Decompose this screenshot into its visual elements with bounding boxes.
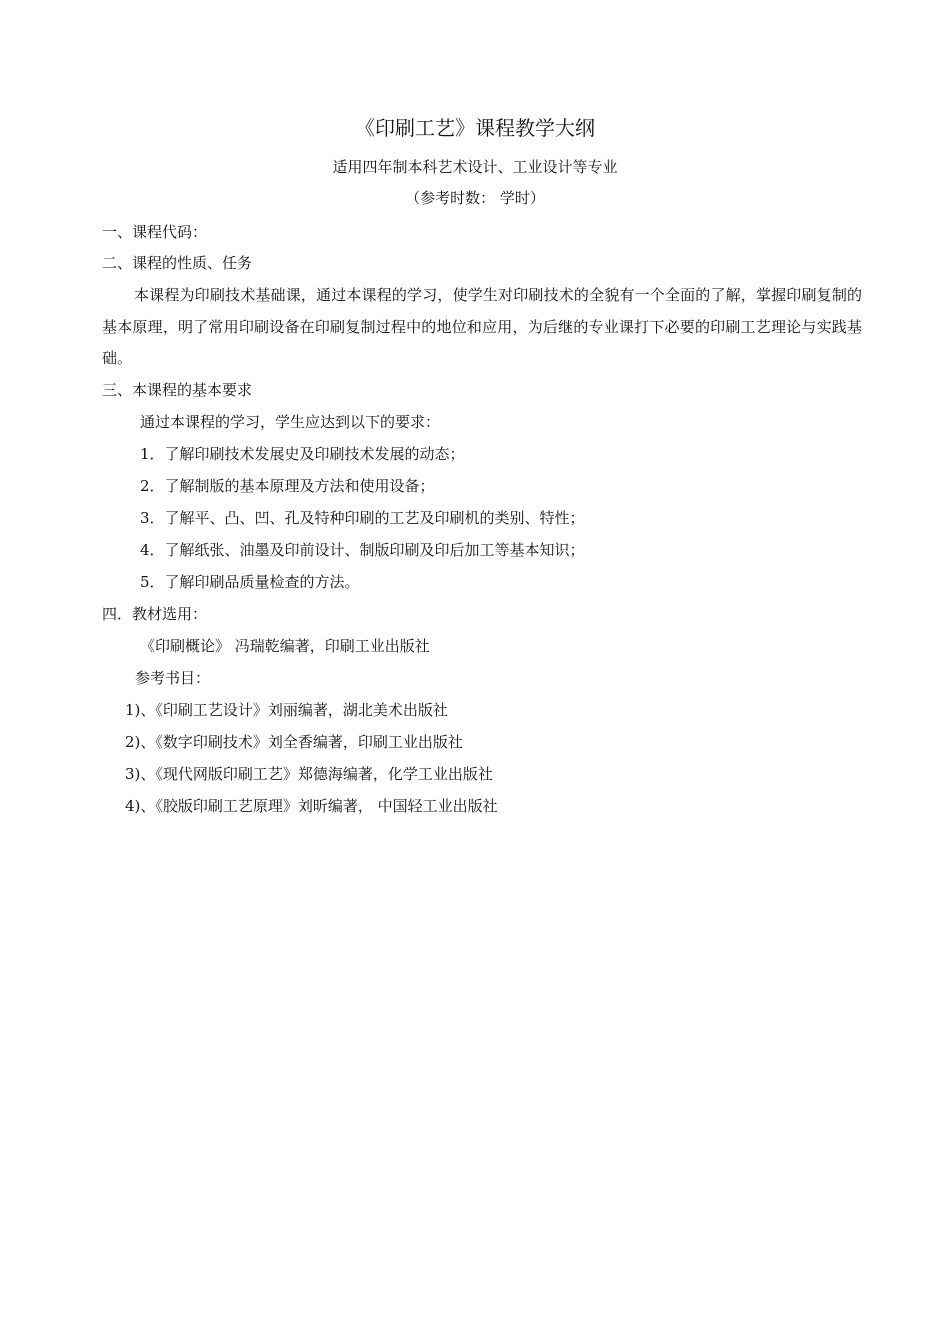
requirements-intro: 通过本课程的学习，学生应达到以下的要求： (140, 413, 441, 431)
reference-item: 3)、《现代网版印刷工艺》郑德海编著，化学工业出版社 (125, 765, 493, 783)
section-heading-nature-tasks: 二、课程的性质、任务 (102, 254, 253, 272)
requirement-item: 3．了解平、凸、凹、孔及特种印刷的工艺及印刷机的类别、特性； (140, 509, 585, 527)
references-label: 参考书目： (135, 669, 211, 687)
document-title: 《印刷工艺》课程教学大纲 (355, 116, 595, 140)
reference-item: 4)、《胶版印刷工艺原理》刘昕编著， 中国轻工业出版社 (125, 797, 498, 815)
reference-item: 1)、《印刷工艺设计》刘丽编著，湖北美术出版社 (125, 701, 448, 719)
section-heading-requirements: 三、本课程的基本要求 (102, 381, 253, 399)
textbook-entry: 《印刷概论》 冯瑞乾编著，印刷工业出版社 (140, 637, 430, 655)
requirement-item: 4．了解纸张、油墨及印前设计、制版印刷及印后加工等基本知识； (140, 541, 585, 559)
requirement-item: 5．了解印刷品质量检查的方法。 (140, 573, 360, 591)
section-heading-textbooks: 四．教材选用： (102, 605, 208, 623)
section-heading-course-code: 一、课程代码： (102, 223, 208, 241)
document-subtitle: 适用四年制本科艺术设计、工业设计等专业 (332, 158, 618, 176)
requirement-item: 2．了解制版的基本原理及方法和使用设备； (140, 477, 435, 495)
reference-hours: （参考时数： 学时） (405, 189, 545, 207)
section-body-nature-tasks: 本课程为印刷技术基础课，通过本课程的学习，使学生对印刷技术的全貌有一个全面的了解，掌握印刷复制的基本原理，明了常用印刷设备在印刷复制过程中的地位和应用，为后继的专业课打下必要的印刷工艺理论与实践基础。 (102, 286, 862, 367)
reference-item: 2)、《数字印刷技术》刘全香编著，印刷工业出版社 (125, 733, 463, 751)
requirement-item: 1．了解印刷技术发展史及印刷技术发展的动态； (140, 445, 465, 463)
